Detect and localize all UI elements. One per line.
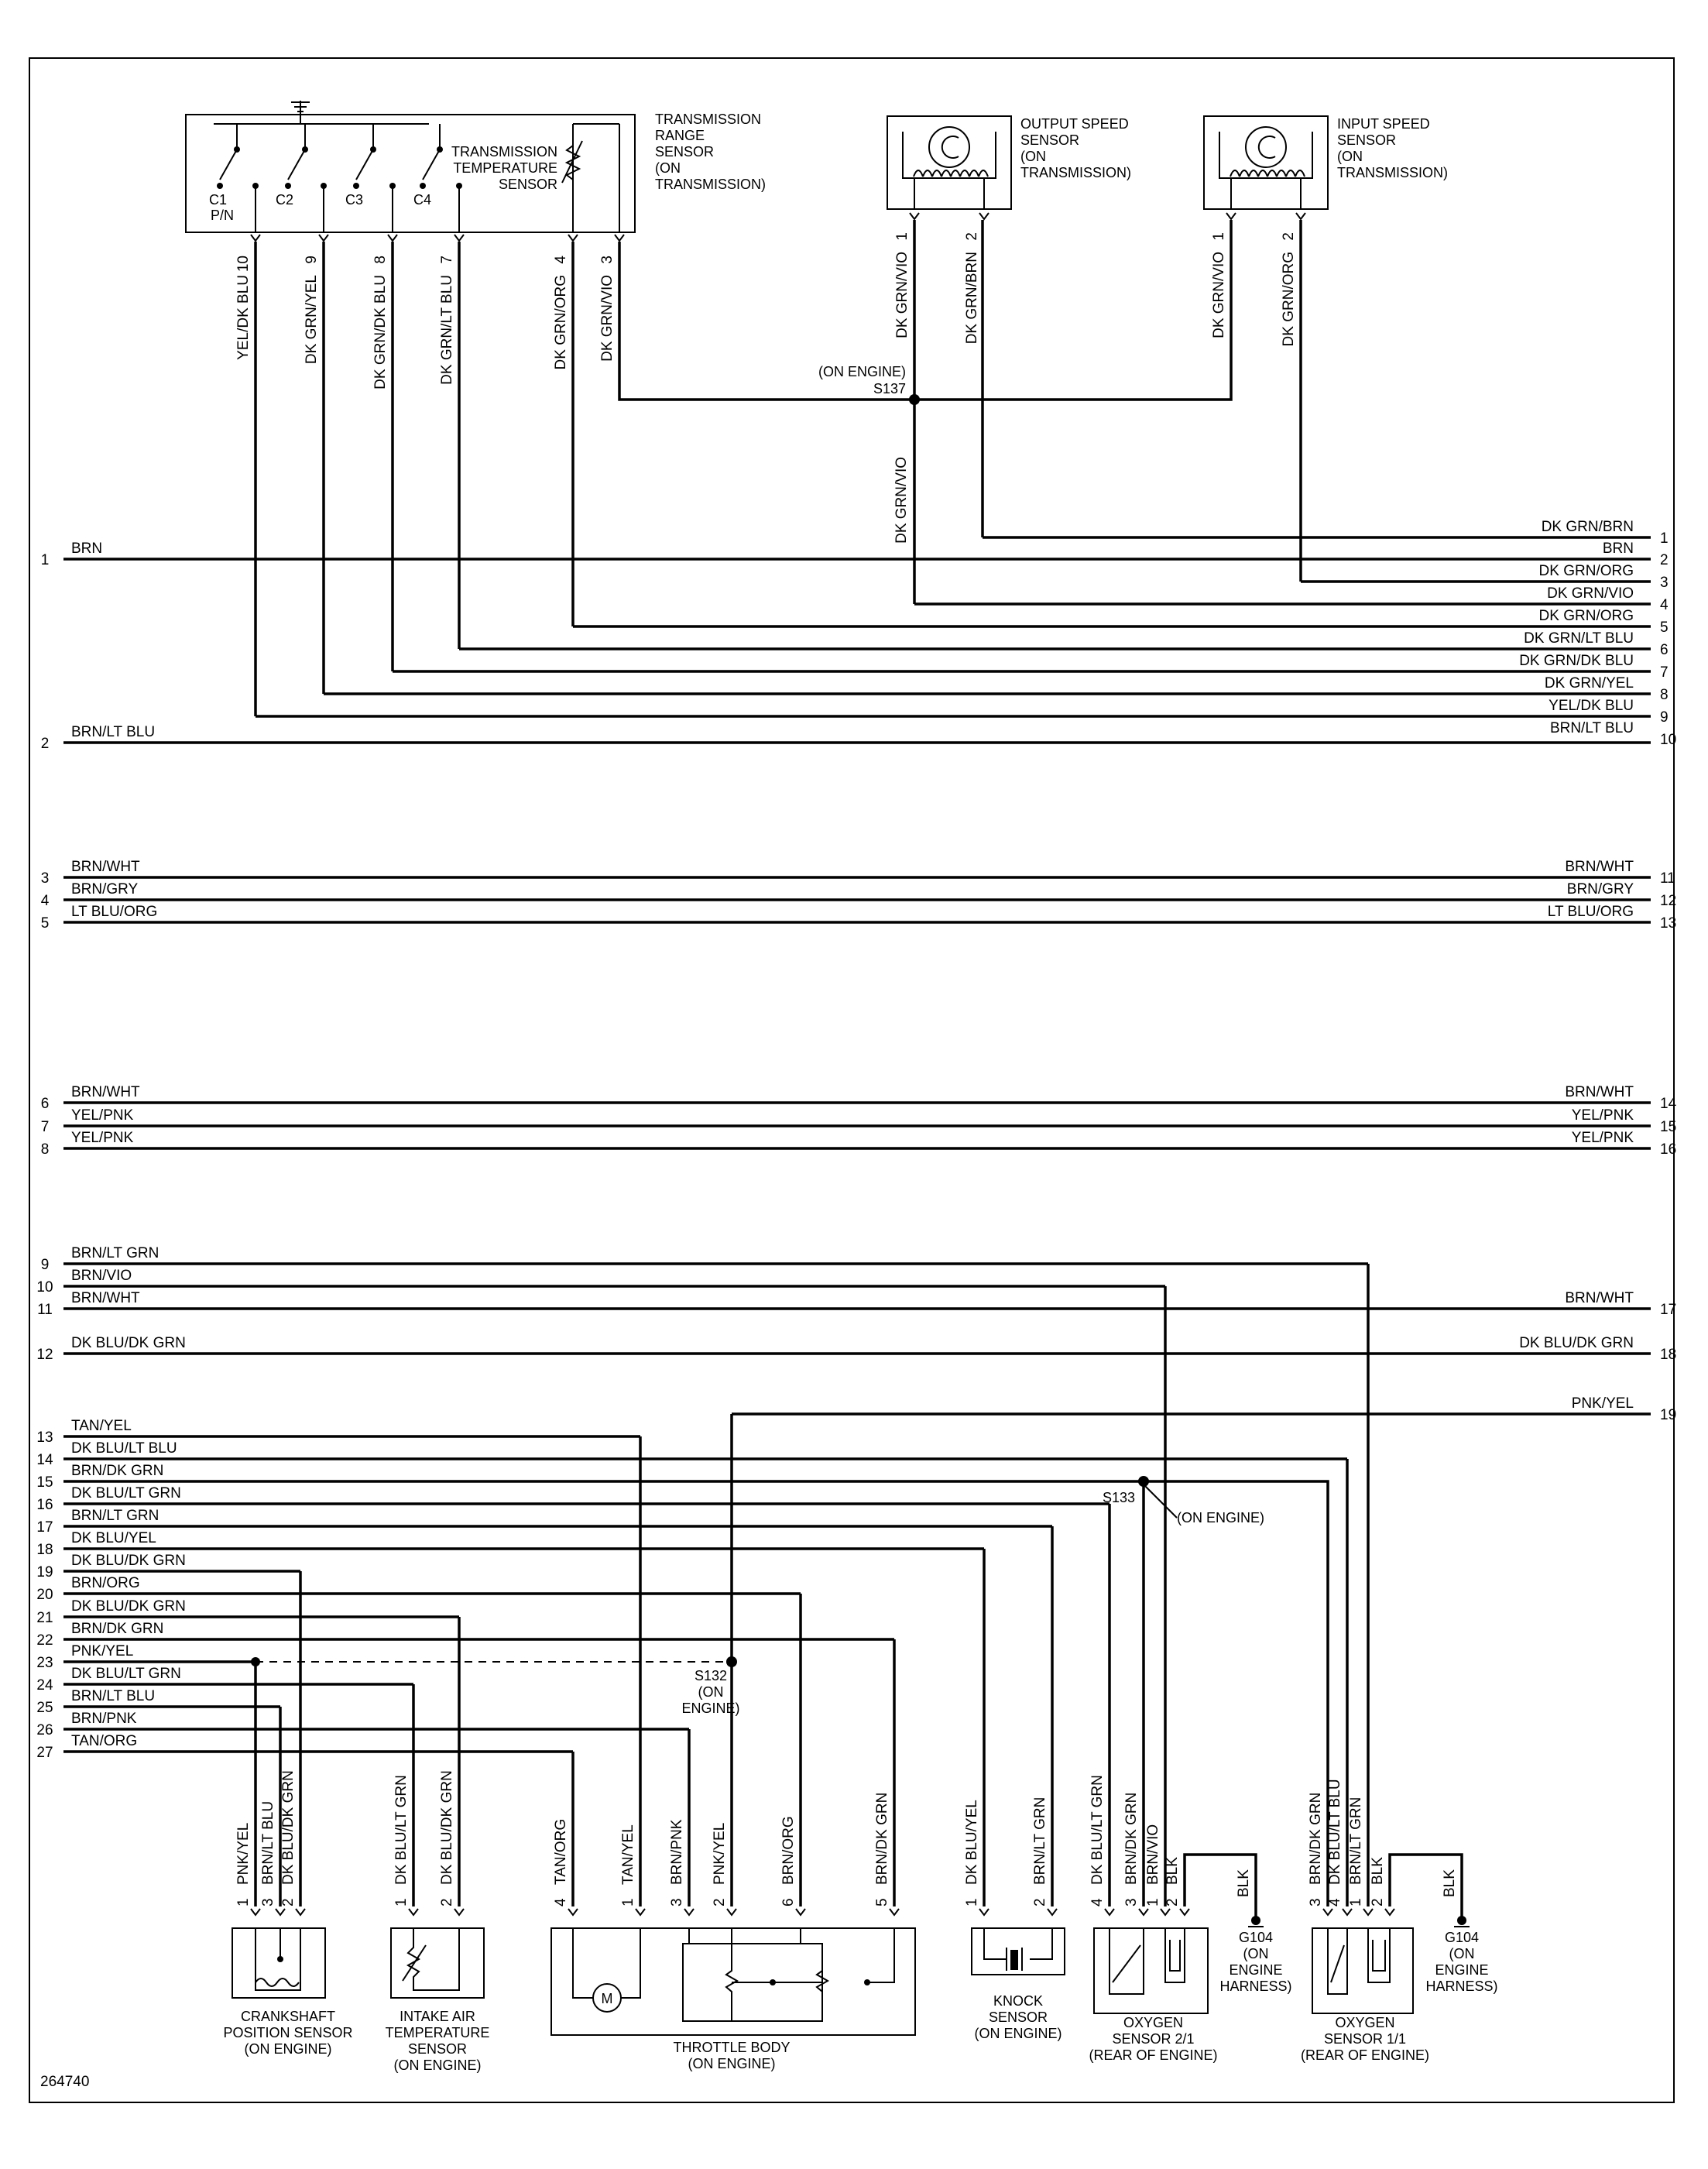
crankshaft-title-2: (ON ENGINE) [244, 2041, 332, 2057]
oxygen-sensor-1-1-wire-label: DK BLU/LT BLU [1327, 1779, 1343, 1885]
trs-wire-label: DK GRN/ORG [553, 275, 569, 370]
right-wire-label: DK BLU/DK GRN [1519, 1335, 1634, 1351]
right-wire-label: YEL/PNK [1571, 1130, 1634, 1146]
throttle-body-pin-mark [890, 1909, 899, 1915]
right-wire-label: DK GRN/YEL [1544, 675, 1634, 692]
output-speed-sensor-title-2: (ON [1020, 149, 1046, 164]
trs-wire-label: DK GRN/YEL [304, 275, 320, 365]
input-speed-sensor-title-1: SENSOR [1337, 132, 1397, 148]
left-wire-label: DK BLU/DK GRN [71, 1553, 186, 1569]
knock-title-2: (ON ENGINE) [974, 2026, 1062, 2041]
left-pin-number: 25 [36, 1700, 53, 1716]
input-speed-sensor-title-3: TRANSMISSION) [1337, 165, 1449, 180]
oxygen-sensor-2-1-title-0: OXYGEN [1123, 2015, 1184, 2030]
oxygen-sensor-2-1-ground-label-1: (ON [1243, 1946, 1269, 1961]
knock-sensor-wire-label: BRN/LT GRN [1032, 1797, 1048, 1885]
left-pin-number: 24 [36, 1677, 53, 1694]
oxygen-sensor-2-1-pin-mark [1139, 1909, 1148, 1915]
left-pin-number: 23 [36, 1655, 53, 1671]
left-pin-number: 17 [36, 1519, 53, 1536]
trs-pin-mark [615, 235, 624, 241]
right-wire-label: DK GRN/VIO [1547, 585, 1634, 602]
trs-wire-label: YEL/DK BLU [235, 275, 252, 360]
throttle-body-wire-label: BRN/ORG [780, 1816, 797, 1885]
oxygen-sensor-2-1-box [1094, 1928, 1208, 2013]
left-wire-label: BRN/WHT [71, 1084, 140, 1100]
throttle-body-wire-label: PNK/YEL [712, 1822, 728, 1885]
output-speed-sensor-box [887, 116, 1011, 209]
output-speed-sensor-pin-mark [979, 213, 989, 219]
left-pin-number: 21 [36, 1610, 53, 1626]
iat-title-1: TEMPERATURE [385, 2025, 490, 2040]
throttle-title-1: (ON ENGINE) [688, 2056, 776, 2071]
heater-icon [1373, 1940, 1385, 1971]
right-wire-label: BRN/WHT [1565, 1084, 1634, 1100]
left-wire-label: TAN/ORG [71, 1733, 138, 1749]
component-layer [186, 101, 1470, 2035]
output-speed-sensor-rotation-icon [942, 136, 959, 158]
oxygen-sensor-2-1-ground-label-3: HARNESS) [1219, 1979, 1292, 1994]
throttle-body-pin-mark [684, 1909, 694, 1915]
trs-pin-mark [454, 235, 464, 241]
oxygen-sensor-1-1-wire-label: BRN/DK GRN [1308, 1792, 1324, 1885]
oxygen-sensor-1-1-wire-label: BRN/LT GRN [1348, 1797, 1364, 1885]
oxygen-sensor-2-1-pin-number: 1 [1145, 1898, 1161, 1906]
oxygen-sensor-2-1-ground-label-2: ENGINE [1229, 1962, 1283, 1978]
input-speed-sensor-pickup-icon [1246, 127, 1286, 167]
throttle-body-pin-mark [727, 1909, 736, 1915]
throttle-body-pin-number: 3 [669, 1898, 685, 1906]
right-wire-label: DK GRN/ORG [1538, 608, 1634, 624]
trs-temp-label-2: SENSOR [498, 177, 557, 192]
splice-s132-label-1: (ON [698, 1684, 724, 1700]
right-pin-number: 11 [1660, 870, 1675, 887]
oxygen-sensor-1-1-ground-dot [1457, 1916, 1466, 1925]
input-speed-sensor-rotation-icon [1259, 136, 1275, 158]
left-pin-number: 9 [40, 1257, 50, 1273]
right-pin-number: 10 [1660, 732, 1677, 748]
output-speed-sensor-wire-label: DK GRN/BRN [964, 252, 980, 345]
left-wire-label: BRN/WHT [71, 859, 140, 875]
left-wire-label: BRN/LT BLU [71, 724, 156, 740]
oxygen-sensor-2-1-wire-label: BLK [1164, 1857, 1181, 1885]
right-pin-number: 4 [1660, 597, 1669, 613]
oxygen-sensor-1-1-pin-mark [1343, 1909, 1352, 1915]
trs-pin-mark [388, 235, 397, 241]
trs-switch-blade [356, 149, 373, 180]
oxygen-sensor-2-1-wire-label: DK BLU/LT GRN [1089, 1775, 1106, 1885]
right-wire-label: BRN/WHT [1565, 859, 1634, 875]
oxygen-sensor-2-1-wire-label: BRN/DK GRN [1123, 1792, 1140, 1885]
left-pin-number: 20 [36, 1587, 53, 1603]
trs-pin-number: 7 [439, 256, 455, 264]
throttle-body-pin-number: 5 [874, 1898, 890, 1906]
transmission-range-sensor-box [186, 115, 635, 232]
iat-sensor-pin-mark [454, 1909, 464, 1915]
crankshaft-sensor-box [232, 1928, 325, 1998]
crankshaft-sensor-pin-number: 1 [235, 1898, 252, 1906]
right-pin-number: 5 [1660, 619, 1669, 636]
input-speed-sensor-pin-number: 2 [1281, 232, 1297, 241]
label-layer [36, 112, 1676, 2073]
left-pin-number: 7 [40, 1119, 50, 1135]
trs-switch-c1: C1 [209, 192, 228, 208]
left-pin-number: 8 [40, 1141, 50, 1158]
output-speed-sensor-coil-icon [914, 170, 988, 177]
trs-pin-number: 8 [372, 256, 389, 264]
iat-sensor-pin-mark [409, 1909, 418, 1915]
throttle-body-wire-label: TAN/YEL [620, 1824, 636, 1885]
oxygen-sensor-1-1-pin-mark [1385, 1909, 1394, 1915]
left-pin-number: 3 [40, 870, 50, 887]
trs-switch-c2: C2 [276, 192, 294, 208]
oxygen-sensor-1-1-pin-number: 2 [1370, 1898, 1386, 1906]
oxygen-sensor-1-1-element [1328, 1928, 1347, 1994]
left-pin-number: 26 [36, 1722, 53, 1738]
trs-pin-number: 4 [553, 256, 569, 264]
left-pin-number: 16 [36, 1497, 53, 1513]
trs-pin-mark [568, 235, 578, 241]
oxygen-sensor-2-1-wire-label: BRN/VIO [1145, 1824, 1161, 1885]
left-wire-label: DK BLU/LT GRN [71, 1485, 181, 1501]
iat-sensor-pin-number: 2 [439, 1898, 455, 1906]
right-wire-label: LT BLU/ORG [1547, 904, 1634, 920]
oxygen-sensor-2-1-element [1110, 1928, 1144, 1994]
left-pin-number: 10 [36, 1279, 53, 1296]
iat-sensor-pin-number: 1 [393, 1898, 410, 1906]
iat-sensor-wire-label: DK BLU/DK GRN [439, 1770, 455, 1885]
knock-title-1: SENSOR [988, 2009, 1048, 2025]
input-speed-sensor-wire-label: DK GRN/VIO [1211, 252, 1227, 338]
oxygen-sensor-1-1-title-0: OXYGEN [1335, 2015, 1395, 2030]
left-pin-number: 5 [40, 915, 50, 932]
splice-s133-note: (ON ENGINE) [1177, 1510, 1265, 1526]
right-pin-number: 7 [1660, 664, 1669, 681]
s133-leader [1144, 1485, 1177, 1518]
oxygen-sensor-1-1-ground-label-0: G104 [1444, 1930, 1480, 1945]
trs-switch-blade [288, 149, 305, 180]
crankshaft-sensor-wire-label: PNK/YEL [235, 1822, 252, 1885]
splice-s132-label-0: S132 [694, 1668, 728, 1683]
input-speed-sensor-pin-number: 1 [1211, 232, 1227, 241]
throttle-body-pin-mark [568, 1909, 578, 1915]
oxygen-sensor-1-1-title-1: SENSOR 1/1 [1323, 2031, 1407, 2047]
tps-node-2 [864, 1979, 870, 1985]
trs-switch-blade [423, 149, 440, 180]
oxygen-sensor-1-1-pin-mark [1323, 1909, 1332, 1915]
left-pin-number: 22 [36, 1632, 53, 1649]
oxygen-sensor-2-1-ground-wire-label: BLK [1236, 1869, 1252, 1897]
trs-title-2: SENSOR [655, 144, 715, 160]
trs-title-1: RANGE [655, 128, 705, 143]
throttle-body-pin-mark [796, 1909, 805, 1915]
trs-temp-label-0: TRANSMISSION [451, 144, 557, 160]
left-pin-number: 15 [36, 1474, 53, 1491]
crank-splice-dot [251, 1657, 260, 1666]
right-pin-number: 16 [1660, 1141, 1677, 1158]
right-pin-number: 13 [1660, 915, 1677, 932]
input-speed-sensor-pin-mark [1226, 213, 1236, 219]
throttle-body-pin-number: 1 [620, 1898, 636, 1906]
crankshaft-sensor-pin-number: 2 [280, 1898, 297, 1906]
oxygen-sensor-2-1-pin-mark [1105, 1909, 1114, 1915]
wire-layer [63, 220, 1651, 1917]
right-pin-number: 2 [1660, 552, 1669, 568]
knock-sensor-pin-number: 1 [964, 1898, 980, 1906]
trs-title-0: TRANSMISSION [655, 112, 762, 127]
iat-title-2: SENSOR [407, 2041, 468, 2057]
left-pin-number: 6 [40, 1096, 50, 1112]
iat-sensor-wire-label: DK BLU/LT GRN [393, 1775, 410, 1885]
right-pin-number: 3 [1660, 575, 1669, 591]
left-wire-label: DK BLU/LT BLU [71, 1440, 177, 1457]
crankshaft-sensor-pin-number: 3 [260, 1898, 276, 1906]
output-speed-sensor-title-0: OUTPUT SPEED [1020, 116, 1129, 132]
oxygen-sensor-1-1-ground-label-3: HARNESS) [1425, 1979, 1498, 1994]
crankshaft-sensor-pin-mark [251, 1909, 260, 1915]
input-speed-sensor-title-0: INPUT SPEED [1337, 116, 1430, 132]
oxygen-sensor-2-1-title-1: SENSOR 2/1 [1112, 2031, 1195, 2047]
input-speed-sensor-box [1204, 116, 1328, 209]
left-pin-number: 2 [40, 736, 50, 752]
left-wire-label: BRN/ORG [71, 1575, 140, 1591]
right-wire-label: BRN/WHT [1565, 1290, 1634, 1306]
left-wire-label: BRN/DK GRN [71, 1463, 164, 1479]
trs-pin-mark [251, 235, 260, 241]
crankshaft-sensor-pin-mark [276, 1909, 285, 1915]
thermistor-icon [408, 1928, 459, 1990]
left-wire-label: TAN/YEL [71, 1418, 132, 1434]
right-pin-number: 9 [1660, 709, 1669, 726]
oxygen-sensor-1-1-wire-label: BLK [1370, 1857, 1386, 1885]
tps-leads [689, 1928, 894, 2021]
left-wire-label: BRN/PNK [71, 1711, 137, 1727]
tps-node [770, 1979, 776, 1985]
output-speed-sensor-pin-mark [910, 213, 919, 219]
trs-wire-label: DK GRN/VIO [599, 275, 616, 362]
throttle-body-pin-number: 2 [712, 1898, 728, 1906]
trs-switch-contact [353, 183, 359, 189]
right-pin-number: 14 [1660, 1096, 1677, 1112]
left-wire-label: BRN/WHT [71, 1290, 140, 1306]
knock-sensor-wire-label: DK BLU/YEL [964, 1800, 980, 1885]
output-speed-sensor-wire-label: DK GRN/VIO [894, 252, 911, 338]
output-speed-sensor-pin-number: 2 [964, 232, 980, 241]
diagram-id: 264740 [40, 2074, 90, 2090]
left-wire-label: YEL/PNK [71, 1107, 134, 1124]
oxygen-sensor-2-1-pin-mark [1180, 1909, 1189, 1915]
right-wire-label: BRN/GRY [1566, 881, 1634, 897]
throttle-body-wire-label: BRN/PNK [669, 1819, 685, 1885]
trs-title-3: (ON [655, 160, 681, 176]
oxygen-sensor-2-1-ground-dot [1251, 1916, 1260, 1925]
heater-icon [1170, 1940, 1180, 1971]
right-wire-label: BRN/LT BLU [1549, 720, 1634, 736]
trs-wire-label: DK GRN/DK BLU [372, 275, 389, 390]
right-wire-label: DK GRN/BRN [1541, 519, 1634, 535]
left-pin-number: 1 [40, 552, 50, 568]
input-speed-wire-1 [914, 220, 1231, 400]
right-pin-number: 8 [1660, 687, 1669, 703]
splice-s133-dot [1138, 1476, 1149, 1487]
knock-title-0: KNOCK [993, 1993, 1044, 2009]
trs-title-4: TRANSMISSION) [655, 177, 767, 192]
knock-sensor-pin-number: 2 [1032, 1898, 1048, 1906]
trs-switch-c4: C4 [413, 192, 432, 208]
left-wire-label: BRN/LT GRN [71, 1245, 159, 1261]
left-wire-label: DK BLU/DK GRN [71, 1598, 186, 1615]
oxygen-sensor-1-1-ground-label-1: (ON [1449, 1946, 1475, 1961]
oxygen-sensor-2-1-ground-label-0: G104 [1238, 1930, 1274, 1945]
trs-switch-contact [420, 183, 426, 189]
trs-wire-label: DK GRN/LT BLU [439, 275, 455, 385]
crankshaft-title-0: CRANKSHAFT [240, 2009, 336, 2024]
splice-s132-label-2: ENGINE) [681, 1701, 740, 1716]
throttle-title-0: THROTTLE BODY [673, 2040, 791, 2055]
throttle-body-pin-number: 6 [780, 1898, 797, 1906]
motor-label: M [601, 1991, 613, 2006]
trs-pin-mark [319, 235, 328, 241]
trs-pin-number: 9 [304, 256, 320, 264]
throttle-body-pin-number: 4 [553, 1898, 569, 1906]
splice-s137-label-0: (ON ENGINE) [818, 364, 906, 379]
left-pin-number: 14 [36, 1452, 53, 1468]
output-speed-sensor-pickup-icon [929, 127, 969, 167]
left-wire-label: BRN [71, 541, 103, 557]
right-wire-label: DK GRN/ORG [1538, 563, 1634, 579]
input-speed-sensor-title-2: (ON [1337, 149, 1363, 164]
iat-sensor-box [391, 1928, 484, 1998]
oxygen-sensor-1-1-title-2: (REAR OF ENGINE) [1300, 2047, 1430, 2063]
left-pin-number: 19 [36, 1564, 53, 1580]
left-wire-label: BRN/GRY [71, 881, 139, 897]
splice-s137-label-1: S137 [873, 381, 906, 396]
oxygen-sensor-2-1-title-2: (REAR OF ENGINE) [1089, 2047, 1218, 2063]
oxygen-sensor-1-1-pin-number: 1 [1348, 1898, 1364, 1906]
output-speed-sensor-title-3: TRANSMISSION) [1020, 165, 1132, 180]
left-wire-label: BRN/LT GRN [71, 1508, 159, 1524]
crankshaft-title-1: POSITION SENSOR [223, 2025, 353, 2040]
right-wire-label: YEL/DK BLU [1549, 698, 1634, 714]
knock-sensor-pin-mark [1048, 1909, 1057, 1915]
knock-sensor-pin-mark [979, 1909, 989, 1915]
oxygen-sensor-1-1-pin-number: 4 [1327, 1898, 1343, 1906]
trs-pin-number: 10 [235, 256, 252, 273]
crankshaft-sensor-pin-mark [296, 1909, 305, 1915]
oxygen-sensor-2-1-arrow [1113, 1945, 1140, 1982]
output-speed-sensor-title-1: SENSOR [1020, 132, 1080, 148]
right-pin-number: 12 [1660, 893, 1677, 909]
left-wire-label: DK BLU/DK GRN [71, 1335, 186, 1351]
left-pin-number: 18 [36, 1542, 53, 1558]
input-speed-sensor-coil-icon [1230, 170, 1305, 177]
crankshaft-sensor-wire-label: DK BLU/DK GRN [280, 1770, 297, 1885]
input-speed-sensor-pin-mark [1296, 213, 1305, 219]
oxygen-sensor-1-1-pin-number: 3 [1308, 1898, 1324, 1906]
trs-switch-pn: P/N [211, 208, 235, 223]
hall-icon [256, 1979, 299, 1986]
right-pin-number: 1 [1660, 530, 1669, 547]
iat-title-0: INTAKE AIR [400, 2009, 475, 2024]
oxygen-sensor-2-1-pin-number: 2 [1164, 1898, 1181, 1906]
left-wire-label: DK BLU/YEL [71, 1530, 156, 1546]
output-speed-sensor-pin-number: 1 [894, 232, 911, 241]
splice-s132-dot [726, 1656, 737, 1667]
left-pin-number: 27 [36, 1745, 53, 1761]
splice-s133-label: S133 [1102, 1490, 1135, 1505]
s137-down-wire-label: DK GRN/VIO [893, 457, 910, 544]
piezo-icon [1010, 1950, 1018, 1970]
oxygen-sensor-1-1-pin-mark [1363, 1909, 1373, 1915]
left-pin-number: 12 [36, 1347, 53, 1363]
oxygen-sensor-1-1-ground-wire-label: BLK [1442, 1869, 1458, 1897]
throttle-body-wire-label: TAN/ORG [553, 1818, 569, 1885]
right-wire-label: YEL/PNK [1571, 1107, 1634, 1124]
left-wire-label: DK BLU/LT GRN [71, 1666, 181, 1682]
oxygen-sensor-2-1-pin-number: 4 [1089, 1898, 1106, 1906]
crank-node [277, 1956, 283, 1962]
left-pin-number: 4 [40, 893, 50, 909]
right-pin-number: 17 [1660, 1302, 1677, 1318]
wire-brn-dk-grn-to-o2 [1144, 1481, 1328, 1906]
iat-title-3: (ON ENGINE) [393, 2057, 482, 2073]
input-speed-sensor-wire-label: DK GRN/ORG [1281, 252, 1297, 347]
right-pin-number: 19 [1660, 1407, 1677, 1423]
trs-switch-contact [217, 183, 223, 189]
oxygen-sensor-2-1-heater [1165, 1928, 1185, 1982]
splice-s137-dot [909, 394, 920, 405]
oxygen-sensor-2-1-pin-mark [1161, 1909, 1170, 1915]
oxygen-sensor-2-1-pin-number: 3 [1123, 1898, 1140, 1906]
throttle-body-pin-mark [636, 1909, 645, 1915]
trs-switch-blade [220, 149, 237, 180]
motor-leads [573, 1928, 640, 1998]
trs-switch-contact [285, 183, 291, 189]
left-pin-number: 13 [36, 1429, 53, 1446]
left-wire-label: BRN/LT BLU [71, 1688, 156, 1704]
left-wire-label: BRN/VIO [71, 1268, 132, 1284]
left-pin-number: 11 [37, 1302, 53, 1318]
right-wire-label: DK GRN/DK BLU [1519, 653, 1634, 669]
oxygen-sensor-1-1-ground-label-2: ENGINE [1435, 1962, 1489, 1978]
trs-temp-label-1: TEMPERATURE [453, 160, 557, 176]
right-wire-label: BRN [1602, 541, 1634, 557]
right-wire-label: DK GRN/LT BLU [1524, 630, 1634, 647]
right-pin-number: 18 [1660, 1347, 1677, 1363]
left-wire-label: BRN/DK GRN [71, 1621, 164, 1637]
right-wire-label: PNK/YEL [1571, 1395, 1634, 1412]
left-wire-label: PNK/YEL [71, 1643, 134, 1659]
left-wire-label: YEL/PNK [71, 1130, 134, 1146]
left-wire-label: LT BLU/ORG [71, 904, 158, 920]
right-pin-number: 15 [1660, 1119, 1677, 1135]
oxygen-sensor-1-1-heater [1368, 1928, 1390, 1982]
trs-pin-number: 3 [599, 256, 616, 264]
oxygen-sensor-1-1-arrow [1331, 1945, 1344, 1982]
right-pin-number: 6 [1660, 642, 1669, 658]
trs-switch-c3: C3 [345, 192, 364, 208]
crankshaft-sensor-wire-label: BRN/LT BLU [260, 1800, 276, 1885]
throttle-body-wire-label: BRN/DK GRN [874, 1792, 890, 1885]
